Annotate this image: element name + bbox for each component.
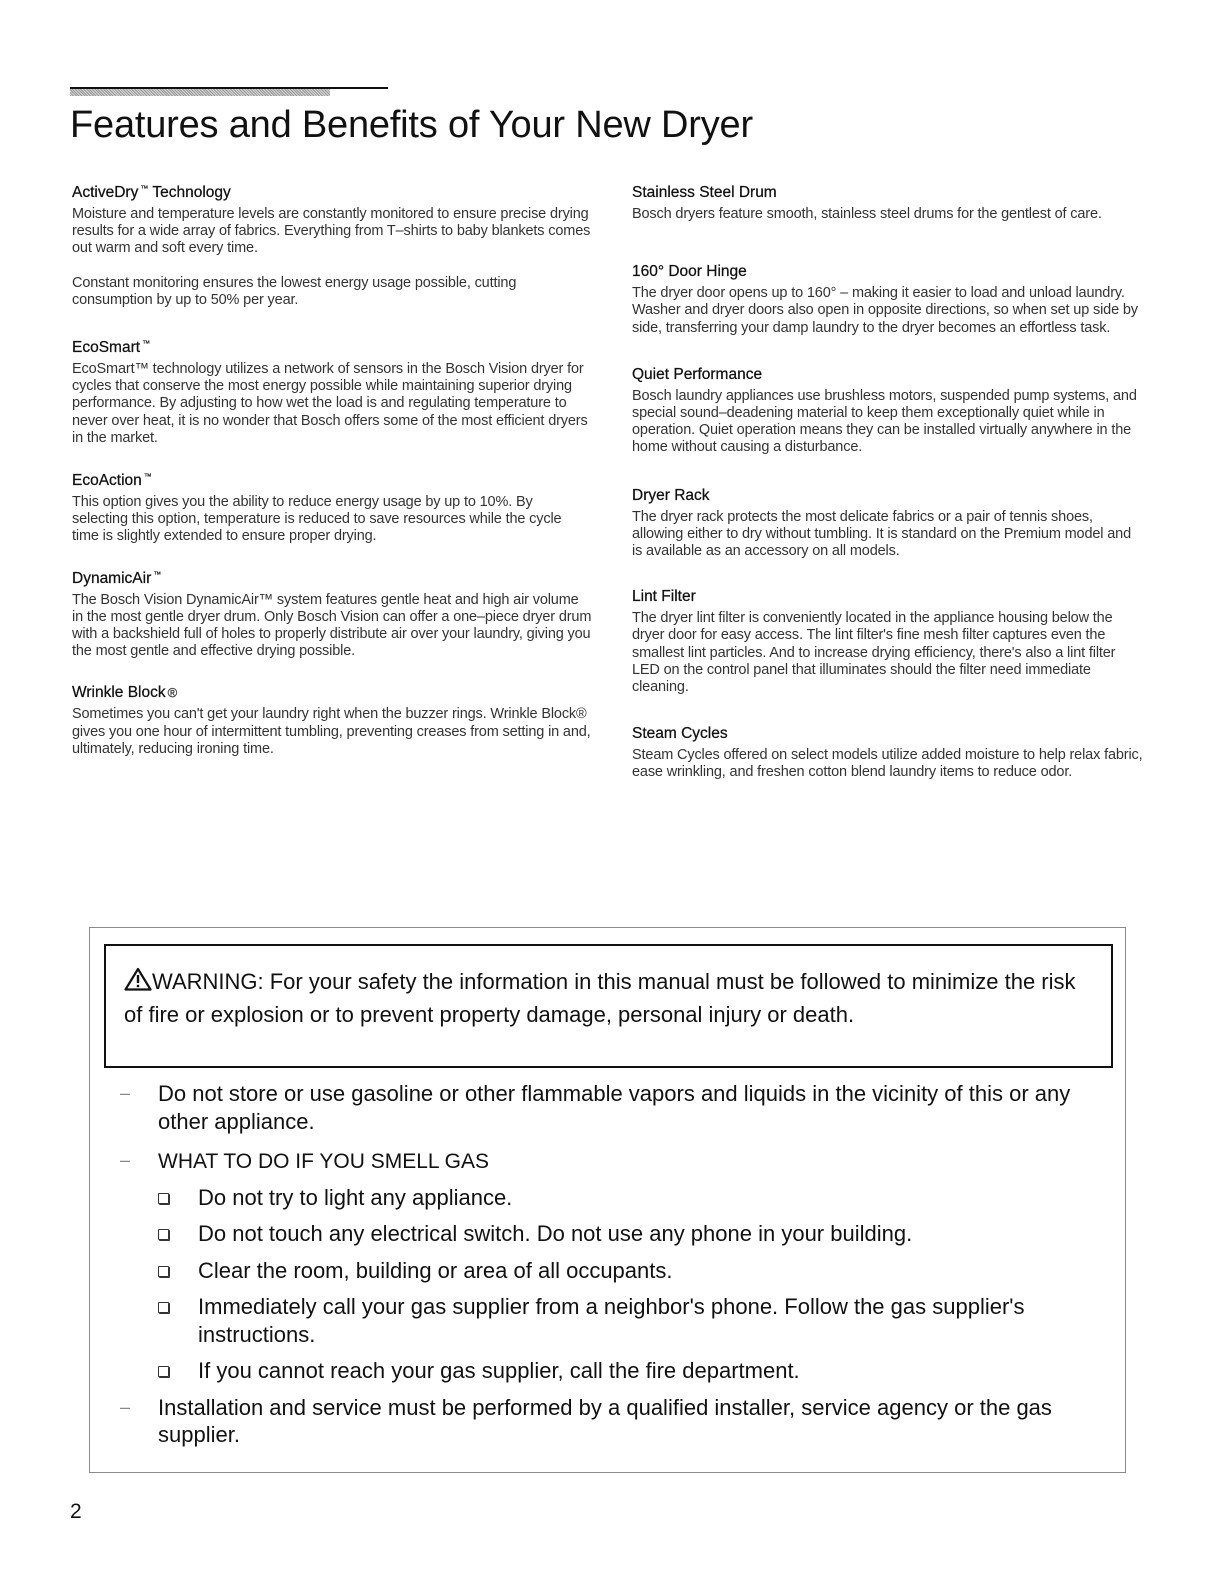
safety-instructions bbox=[104, 1080, 1114, 1461]
gas-step: If you cannot reach your gas supplier, call the fire department. bbox=[104, 1357, 1114, 1385]
page-number: 2 bbox=[70, 1500, 82, 1523]
feature-text: The Bosch Vision DynamicAir™ system features gentle heat and high air volume in the most gentle dryer drum. Only Bosch Vision can offer a one–piece dryer drum with a backshield full of holes to properly distribute air over your laundry, giving you the most gentle and effective drying possible. bbox=[72, 591, 592, 660]
feature-heading: Lint Filter bbox=[632, 588, 696, 606]
feature-steam-cycles bbox=[632, 725, 1144, 781]
feature-quiet-performance bbox=[632, 366, 1144, 457]
feature-stainless-steel-drum bbox=[632, 184, 1144, 223]
feature-heading: Wrinkle Block ® bbox=[72, 684, 178, 702]
feature-ecosmart bbox=[72, 339, 592, 447]
trademark-mark: ™ bbox=[142, 339, 151, 349]
feature-heading: Quiet Performance bbox=[632, 365, 763, 383]
checkbox-bullet-icon bbox=[158, 1302, 169, 1313]
feature-text: Bosch dryers feature smooth, stainless steel drums for the gentlest of care. bbox=[632, 206, 1102, 222]
feature-heading: DynamicAir ™ bbox=[72, 569, 162, 587]
feature-text: Sometimes you can't get your laundry right when the buzzer rings. Wrinkle Block® gives you one hour of intermittent tumbling, preventing creases from setting in and, ultimately, reducing ironing time. bbox=[72, 706, 591, 757]
gas-step: Do not try to light any appliance. bbox=[104, 1184, 1114, 1212]
feature-heading: EcoAction ™ bbox=[72, 472, 152, 490]
safety-item-gas-heading: – WHAT TO DO IF YOU SMELL GAS bbox=[104, 1147, 1114, 1176]
feature-text: The dryer lint filter is conveniently located in the appliance housing below the dryer door for easy access. The lint filter's fine mesh filter captures even the smallest lint particles. And to increase drying efficiency, there's also a lint filter LED on the control panel that illuminates should the filter need immediate cleaning. bbox=[632, 610, 1116, 696]
feature-heading: ActiveDry ™ Technology bbox=[72, 184, 231, 201]
feature-text: The dryer rack protects the most delicate fabrics or a pair of tennis shoes, allowing either to dry without tumbling. It is standard on the Premium model and is available as an accessory on all models. bbox=[632, 508, 1131, 560]
checkbox-bullet-icon bbox=[158, 1366, 169, 1377]
warning-statement: WARNING: For your safety the information in this manual must be followed to minimize the risk of fire or explosion or to prevent property damage, personal injury or death. bbox=[124, 969, 1076, 1027]
checkbox-bullet-icon bbox=[158, 1193, 169, 1204]
page-title: Features and Benefits of Your New Dryer bbox=[70, 104, 753, 146]
feature-door-hinge bbox=[632, 263, 1144, 337]
checkbox-bullet-icon bbox=[158, 1229, 169, 1240]
trademark-mark: ™ bbox=[153, 569, 162, 579]
dash-bullet: – bbox=[120, 1396, 131, 1417]
right-column bbox=[632, 184, 1144, 782]
trademark-mark: ™ bbox=[140, 184, 149, 193]
left-column bbox=[72, 184, 592, 758]
header-rule-bar bbox=[70, 89, 330, 96]
feature-dynamicair bbox=[72, 570, 592, 661]
warning-box bbox=[104, 944, 1113, 1068]
feature-ecoaction bbox=[72, 472, 592, 546]
gas-step: Do not touch any electrical switch. Do not use any phone in your building. bbox=[104, 1220, 1114, 1248]
feature-text: EcoSmart™ technology utilizes a network of sensors in the Bosch Vision dryer for cycles that conserve the most energy possible while maintaining superior drying performance. By adjusting to how wet the load is and regulating temperature to never over heat, it is no wonder that Bosch offers some of the most efficient dryers in the market. bbox=[72, 361, 588, 446]
registered-mark: ® bbox=[167, 685, 178, 701]
feature-text: Steam Cycles offered on select models utilize added moisture to help relax fabric, ease wrinkling, and freshen cotton blend laundry items to reduce odor. bbox=[632, 747, 1143, 781]
feature-dryer-rack bbox=[632, 487, 1144, 561]
feature-text: Moisture and temperature levels are constantly monitored to ensure precise drying results for a wide array of fabrics. Everything from T–shirts to baby blankets comes out warm and soft every time. bbox=[72, 206, 591, 257]
feature-heading: EcoSmart ™ bbox=[72, 339, 151, 357]
warning-triangle-icon bbox=[124, 967, 152, 991]
gas-step: Immediately call your gas supplier from a neighbor's phone. Follow the gas supplier's instructions. bbox=[104, 1293, 1114, 1348]
feature-text: The dryer door opens up to 160° – making it easier to load and unload laundry. Washer and dryer doors also open in opposite directions, so when set up side by side, transferring your damp laundry to the dryer becomes an effortless task. bbox=[632, 285, 1138, 336]
dash-bullet: – bbox=[120, 1083, 131, 1103]
gas-step: Clear the room, building or area of all occupants. bbox=[104, 1257, 1114, 1285]
header-rule bbox=[70, 86, 388, 96]
trademark-mark: ™ bbox=[143, 472, 152, 482]
checkbox-bullet-icon bbox=[158, 1266, 169, 1277]
feature-heading: 160° Door Hinge bbox=[632, 263, 747, 281]
feature-text: Constant monitoring ensures the lowest energy usage possible, cutting consumption by up to 50% per year. bbox=[72, 274, 517, 308]
feature-activedry bbox=[72, 184, 592, 309]
feature-heading: Stainless Steel Drum bbox=[632, 184, 777, 201]
feature-text: Bosch laundry appliances use brushless motors, suspended pump systems, and special sound–deadening material to keep them exceptionally quiet while in operation. Quiet operation means they can be installed virtually anywhere in the home without causing a disturbance. bbox=[632, 387, 1137, 456]
dash-bullet: – bbox=[120, 1150, 131, 1170]
feature-heading: Steam Cycles bbox=[632, 725, 728, 743]
safety-item: – Do not store or use gasoline or other flammable vapors and liquids in the vicinity of this or any other appliance. bbox=[120, 1081, 1071, 1134]
feature-wrinkle-block bbox=[72, 684, 592, 758]
feature-lint-filter bbox=[632, 588, 1144, 696]
feature-text: This option gives you the ability to reduce energy usage by up to 10%. By selecting this option, temperature is reduced to save resources while the cycle time is slightly extended to ensure proper drying. bbox=[72, 494, 562, 545]
feature-heading: Dryer Rack bbox=[632, 486, 710, 504]
safety-item: – Installation and service must be performed by a qualified installer, service agency or the gas supplier. bbox=[120, 1394, 1052, 1447]
